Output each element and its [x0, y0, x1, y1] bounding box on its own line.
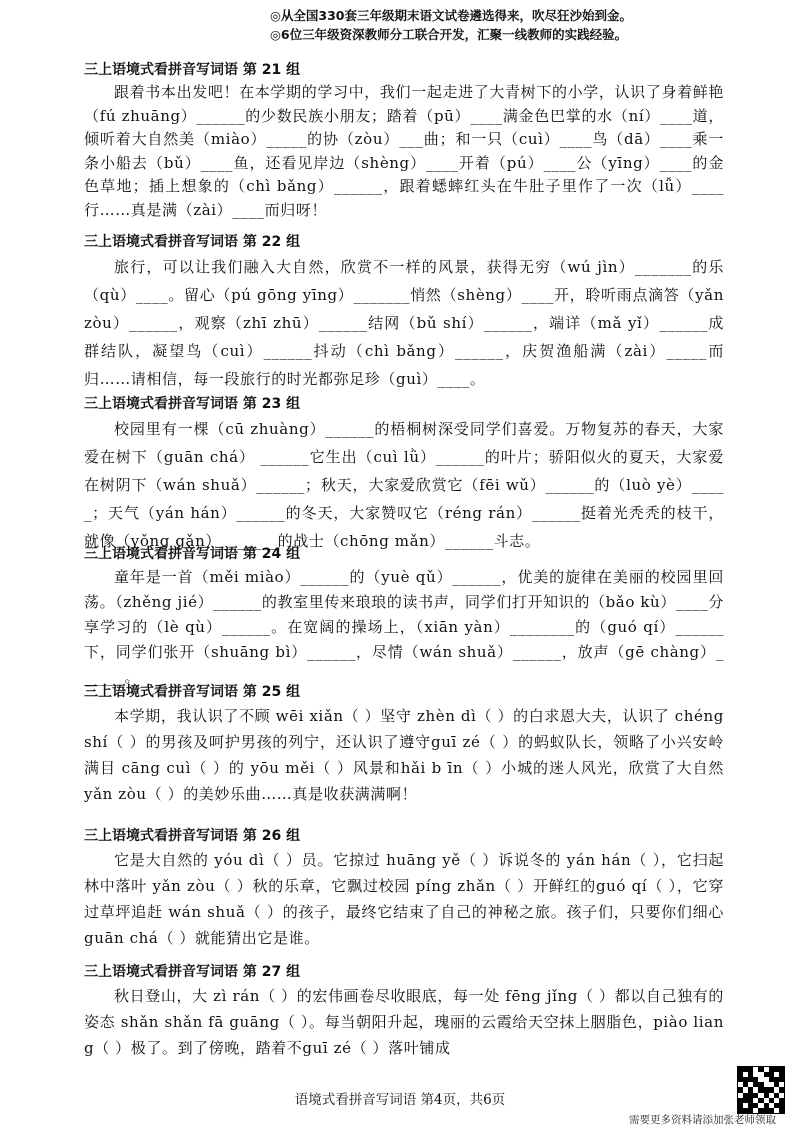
page-header — [270, 6, 790, 44]
exercise-group-27 — [84, 962, 724, 1061]
group-text: 校园里有一棵（cū zhuàng）______的梧桐树深受同学们喜爱。万物复苏的春天，大家爱在树下（guān chá） ______它生出（cuì lǜ）______的叶片；骄阳似火的夏天，大家爱在树阴下（wán shuǎ）______；秋天，大家爱欣赏它（fēi wǔ）______的（luò yè）_____；天气（yán hán）______的冬天，大家赞叹它（réng rán）______挺着光秃秃的枝干，就像（yǒng gǎn）_______的战士（chōng mǎn）______斗志。 — [84, 420, 724, 550]
exercise-group-25 — [84, 682, 724, 807]
group-title: 三上语境式看拼音写词语 第 25 组 — [84, 684, 301, 700]
group-text: 本学期，我认识了不顾 wēi xiǎn（ ）坚守 zhèn dì（ ）的白求恩大夫，认识了 chéng shí（ ）的男孩及呵护男孩的列宁，还认识了遵守guī zé（ ）的蚂蚁队长，领略了小兴安岭满目 cāng cuì（ ）的 yōu měi（ ）风景和hǎi b īn（ ）小城的迷人风光，欣赏了大自然 yǎn zòu（ ）的美妙乐曲……真是收获满满啊！ — [84, 707, 724, 803]
group-title: 三上语境式看拼音写词语 第 27 组 — [84, 964, 301, 980]
exercise-group-26 — [84, 826, 724, 951]
exercise-group-24 — [84, 544, 724, 690]
header-line-1: ◎从全国330套三年级期末语文试卷遴选得来，吹尽狂沙始到金。 — [270, 8, 633, 23]
contact-note: 需要更多资料请添加张老师领取 — [629, 1114, 776, 1126]
group-title: 三上语境式看拼音写词语 第 23 组 — [84, 396, 301, 412]
exercise-group-22 — [84, 232, 724, 393]
group-title: 三上语境式看拼音写词语 第 21 组 — [84, 62, 301, 78]
group-text: 它是大自然的 yóu dì（ ）员。它掠过 huāng yě（ ）诉说冬的 yán hán（ ），它扫起林中落叶 yǎn zòu（ ）秋的乐章，它飘过校园 píng zhǎn（ ）开鲜红的guó qí（ ），它穿过草坪追赶 wán shuǎ（ ）的孩子，最终它结束了自己的神秘之旅。孩子们，只要你们细心guān chá（ ）就能猜出它是谁。 — [84, 851, 724, 947]
group-title: 三上语境式看拼音写词语 第 24 组 — [84, 546, 301, 562]
exercise-group-23 — [84, 394, 724, 555]
group-title: 三上语境式看拼音写词语 第 22 组 — [84, 234, 301, 250]
group-text: 旅行，可以让我们融入大自然，欣赏不一样的风景，获得无穷（wú jìn）_______的乐（qù）____。留心（pú gōng yīng）_______悄然（shèng）____开，聆听雨点滴答（yǎn zòu）______，观察（zhī zhū）______结网（bǔ shí）______，端详（mǎ yǐ）______成群结队，凝望鸟（cuì）______抖动（chì bǎng）______，庆贺渔船满（zài）_____而归……请相信，每一段旅行的时光都弥足珍（guì）____。 — [84, 258, 724, 388]
exercise-group-21 — [84, 60, 724, 222]
qr-code-icon — [737, 1066, 785, 1114]
group-title: 三上语境式看拼音写词语 第 26 组 — [84, 828, 301, 844]
group-text: 秋日登山，大 zì rán（ ）的宏伟画卷尽收眼底，每一处 fēng jǐng（ ）都以自己独有的姿态 shǎn shǎn fā guāng（ ）。每当朝阳升起，瑰丽的云霞给天空抹上胭脂色，piào liang（ ）极了。到了傍晚，踏着不guī zé（ ）落叶铺成 — [84, 987, 724, 1057]
group-text: 跟着书本出发吧！在本学期的学习中，我们一起走进了大青树下的小学，认识了身着鲜艳（fú zhuāng）______的少数民族小朋友；踏着（pū）____满金色巴掌的水（ní）____道，倾听着大自然美（miào）_____的协（zòu）___曲；和一只（cuì）____鸟（dā）____乘一条小船去（bǔ）____鱼，还看见岸边（shèng）____开着（pú）____公（yīng）____的金色草地；插上想象的（chì bǎng）______，跟着蟋蟀红头在牛肚子里作了一次（lǚ）____行……真是满（zài）____而归呀！ — [84, 83, 724, 219]
page-footer: 语境式看拼音写词语 第4页，共6页 — [294, 1092, 506, 1108]
header-line-2: ◎6位三年级资深教师分工联合开发，汇聚一线教师的实践经验。 — [270, 27, 628, 42]
group-text: 童年是一首（měi miào）______的（yuè qǔ）______，优美的旋律在美丽的校园里回荡。（zhěng jié）______的教室里传来琅琅的读书声，同学们打开知识的（bǎo kù）____分享学习的（lè qù）______。在宽阔的操场上，（xiān yàn）________的（guó qí）______下，同学们张开（shuāng bì）______，尽情（wán shuǎ）______，放声（gē chàng）______。 — [84, 568, 724, 686]
